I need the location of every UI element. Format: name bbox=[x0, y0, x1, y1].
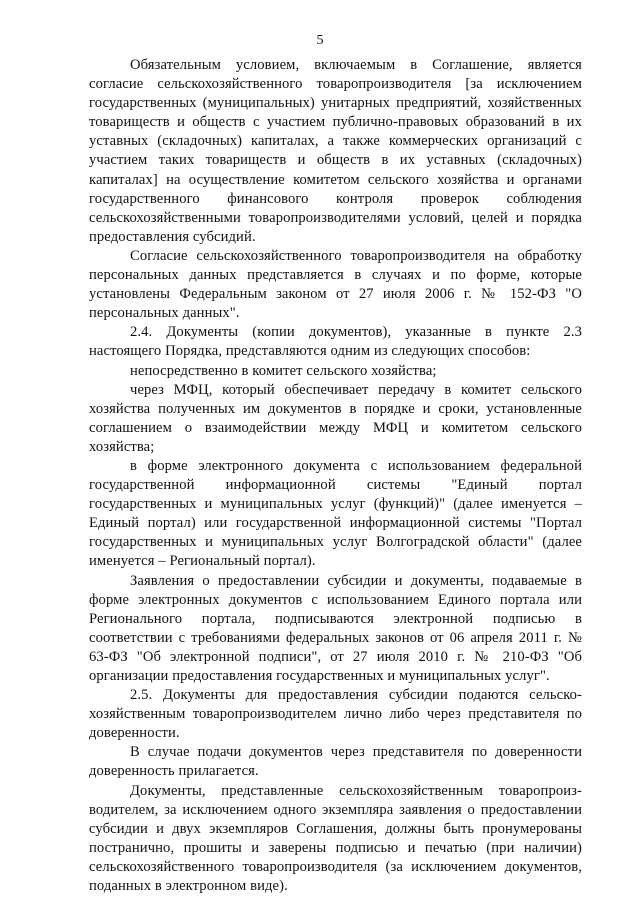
paragraph: В случае подачи документов через представителя по доверенности доверенность прилагается. bbox=[89, 744, 582, 780]
page-number: 5 bbox=[316, 33, 324, 48]
paragraph: 2.4. Документы (копии документов), указанные в пункте 2.3 настоящего Порядка, представляются одним из следующих способов: bbox=[89, 324, 582, 360]
paragraph: 2.5. Документы для предоставления субсидии подаются сельско-хозяйственным товаропроизводителем лично либо через представителя по доверенности. bbox=[89, 687, 582, 742]
paragraph: Обязательным условием, включаемым в Соглашение, является согласие сельскохозяйственного товаропроизводителя [за исключением государственных (муниципальных) унитарных предприятий, хозяйственных товариществ и обществ с участием публично-правовых образований в их уставных (складочных) капиталах, а также коммерческих организаций с участием таких товариществ и обществ в их уставных (складочных) капиталах] на осуществление комитетом сельского хозяйства и органами государственного финансового контроля проверок соблюдения сельскохозяйственными товаропроизводителями условий, целей и порядка предоставления субсидий. bbox=[89, 57, 582, 245]
paragraph: Согласие сельскохозяйственного товаропроизводителя на обработку персональных данных представляется в случаях и по форме, которые установлены Федеральным законом от 27 июля 2006 г. № 152-ФЗ "О персональных данных". bbox=[89, 247, 582, 322]
document-body bbox=[89, 56, 582, 896]
paragraph: Заявления о предоставлении субсидии и документы, подаваемые в форме электронных документов с использованием Единого портала или Регионального портала, подписываются электронной подписью в соответствии с требованиями федеральных законов от 06 апреля 2011 г. № 63-ФЗ "Об электронной подписи", от 27 июля 2010 г. № 210-ФЗ "Об организации предоставления государственных и муниципальных услуг". bbox=[89, 572, 582, 684]
paragraph: Документы, представленные сельскохозяйственным товаропроиз-водителем, за исключением одного экземпляра заявления о предоставлении субсидии и двух экземпляров Соглашения, должны быть пронумерованы постранично, прошиты и заверены подписью и печатью (при наличии) сельскохозяйственного товаропроизводителя (за исключением документов, поданных в электронном виде). bbox=[89, 782, 582, 895]
paragraph: непосредственно в комитет сельского хозяйства; bbox=[130, 362, 437, 379]
paragraph: через МФЦ, который обеспечивает передачу в комитет сельского хозяйства полученных им документов в порядке и сроки, установленные соглашением о взаимодействии между МФЦ и комитетом сельского хозяйства; bbox=[89, 381, 582, 455]
paragraph: в форме электронного документа с использованием федеральной государственной информационной системы "Единый портал государственных и муниципальных услуг (функций)" (далее именуется – Единый портал) или государственной информационной системы "Портал государственных и муниципальных услуг Волгоградской области" (далее именуется – Региональный портал). bbox=[89, 457, 582, 570]
